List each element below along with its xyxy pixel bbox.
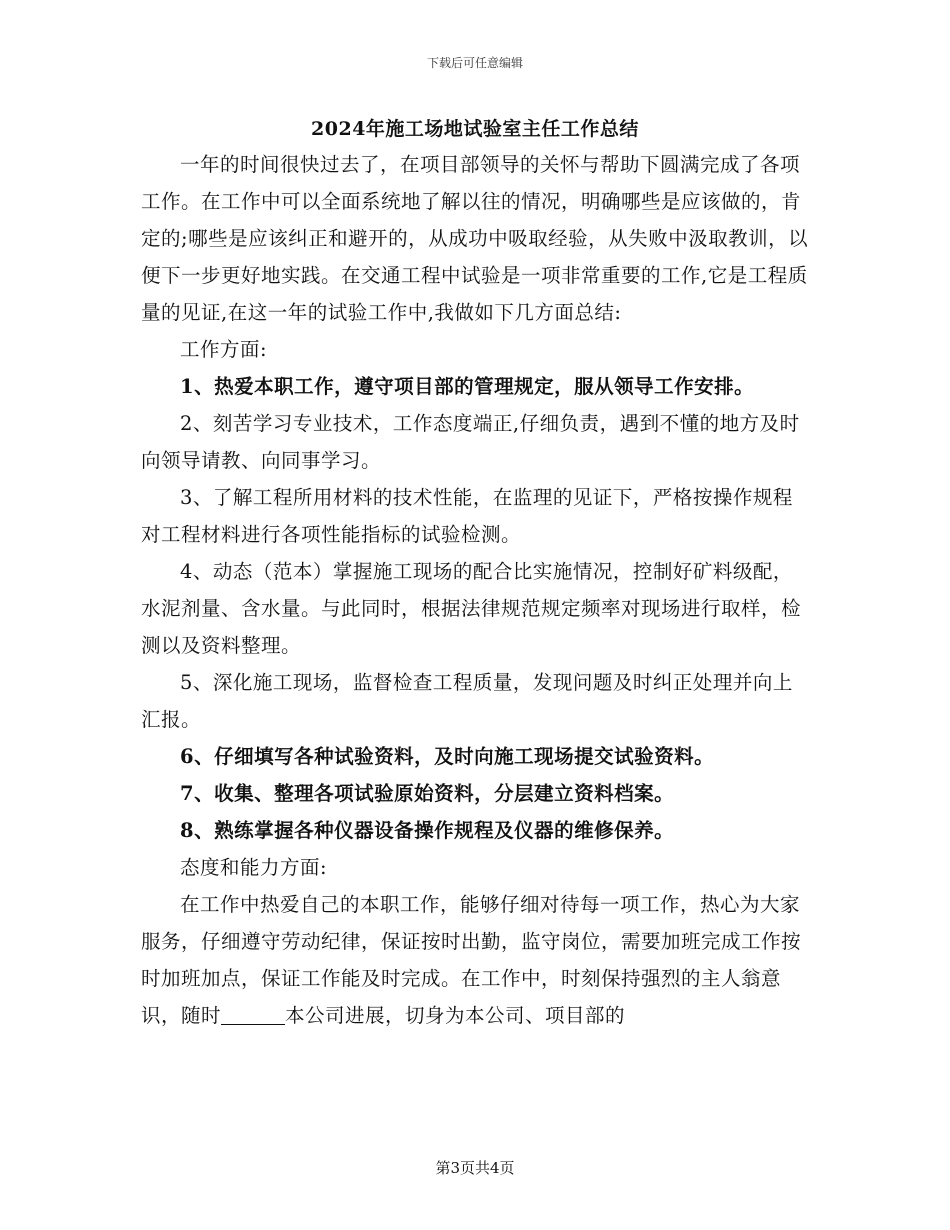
list-item-2: 2、刻苦学习专业技术，工作态度端正,仔细负责，遇到不懂的地方及时向领导请教、向同事学习。 <box>141 412 800 472</box>
list-item-7: 7、收集、整理各项试验原始资料，分层建立资料档案。 <box>180 782 675 805</box>
section-heading-attitude: 态度和能力方面: <box>180 856 328 879</box>
page-number-footer: 第3页共4页 <box>435 1159 515 1177</box>
document-body <box>141 146 811 1034</box>
list-item-1: 1、热爱本职工作，遵守项目部的管理规定，服从领导工作安排。 <box>180 375 755 398</box>
blank-fill-line <box>221 1005 285 1026</box>
document-title: 2024年施工场地试验室主任工作总结 <box>311 118 639 140</box>
list-item-4: 4、动态（范本）掌握施工现场的配合比实施情况，控制好矿料级配，水泥剂量、含水量。与此同时，根据法律规范规定频率对现场进行取样，检测以及资料整理。 <box>141 560 802 657</box>
list-item-5: 5、深化施工现场，监督检查工程质量，发现问题及时纠正处理并向上汇报。 <box>141 671 793 731</box>
closing-paragraph <box>141 886 811 1034</box>
list-item-3: 3、了解工程所用材料的技术性能，在监理的见证下，严格按操作规程对工程材料进行各项性能指标的试验检测。 <box>141 486 793 546</box>
list-item-6: 6、仔细填写各种试验资料，及时向施工现场提交试验资料。 <box>180 745 715 768</box>
list-item-8: 8、熟练掌握各种仪器设备操作规程及仪器的维修保养。 <box>180 819 675 842</box>
closing-text-end: 本公司进展，切身为本公司、项目部的 <box>285 1004 626 1027</box>
intro-paragraph: 一年的时间很快过去了，在项目部领导的关怀与帮助下圆满完成了各项工作。在工作中可以全面系统地了解以往的情况，明确哪些是应该做的，肯定的;哪些是应该纠正和避开的，从成功中吸取经验，从失败中汲取教训，以便下一步更好地实践。在交通工程中试验是一项非常重要的工作,它是工程质量的见证,在这一年的试验工作中,我做如下几方面总结: <box>141 153 809 324</box>
section-heading-work: 工作方面: <box>180 338 268 361</box>
page-header-note: 下载后可任意编辑 <box>426 56 523 70</box>
closing-text-start: 在工作中热爱自己的本职工作，能够仔细对待每一项工作，热心为大家服务，仔细遵守劳动纪律，保证按时出勤，监守岗位，需要加班完成工作按时加班加点，保证工作能及时完成。在工作中，时刻保持强烈的主人翁意识，随时 <box>141 893 802 1027</box>
